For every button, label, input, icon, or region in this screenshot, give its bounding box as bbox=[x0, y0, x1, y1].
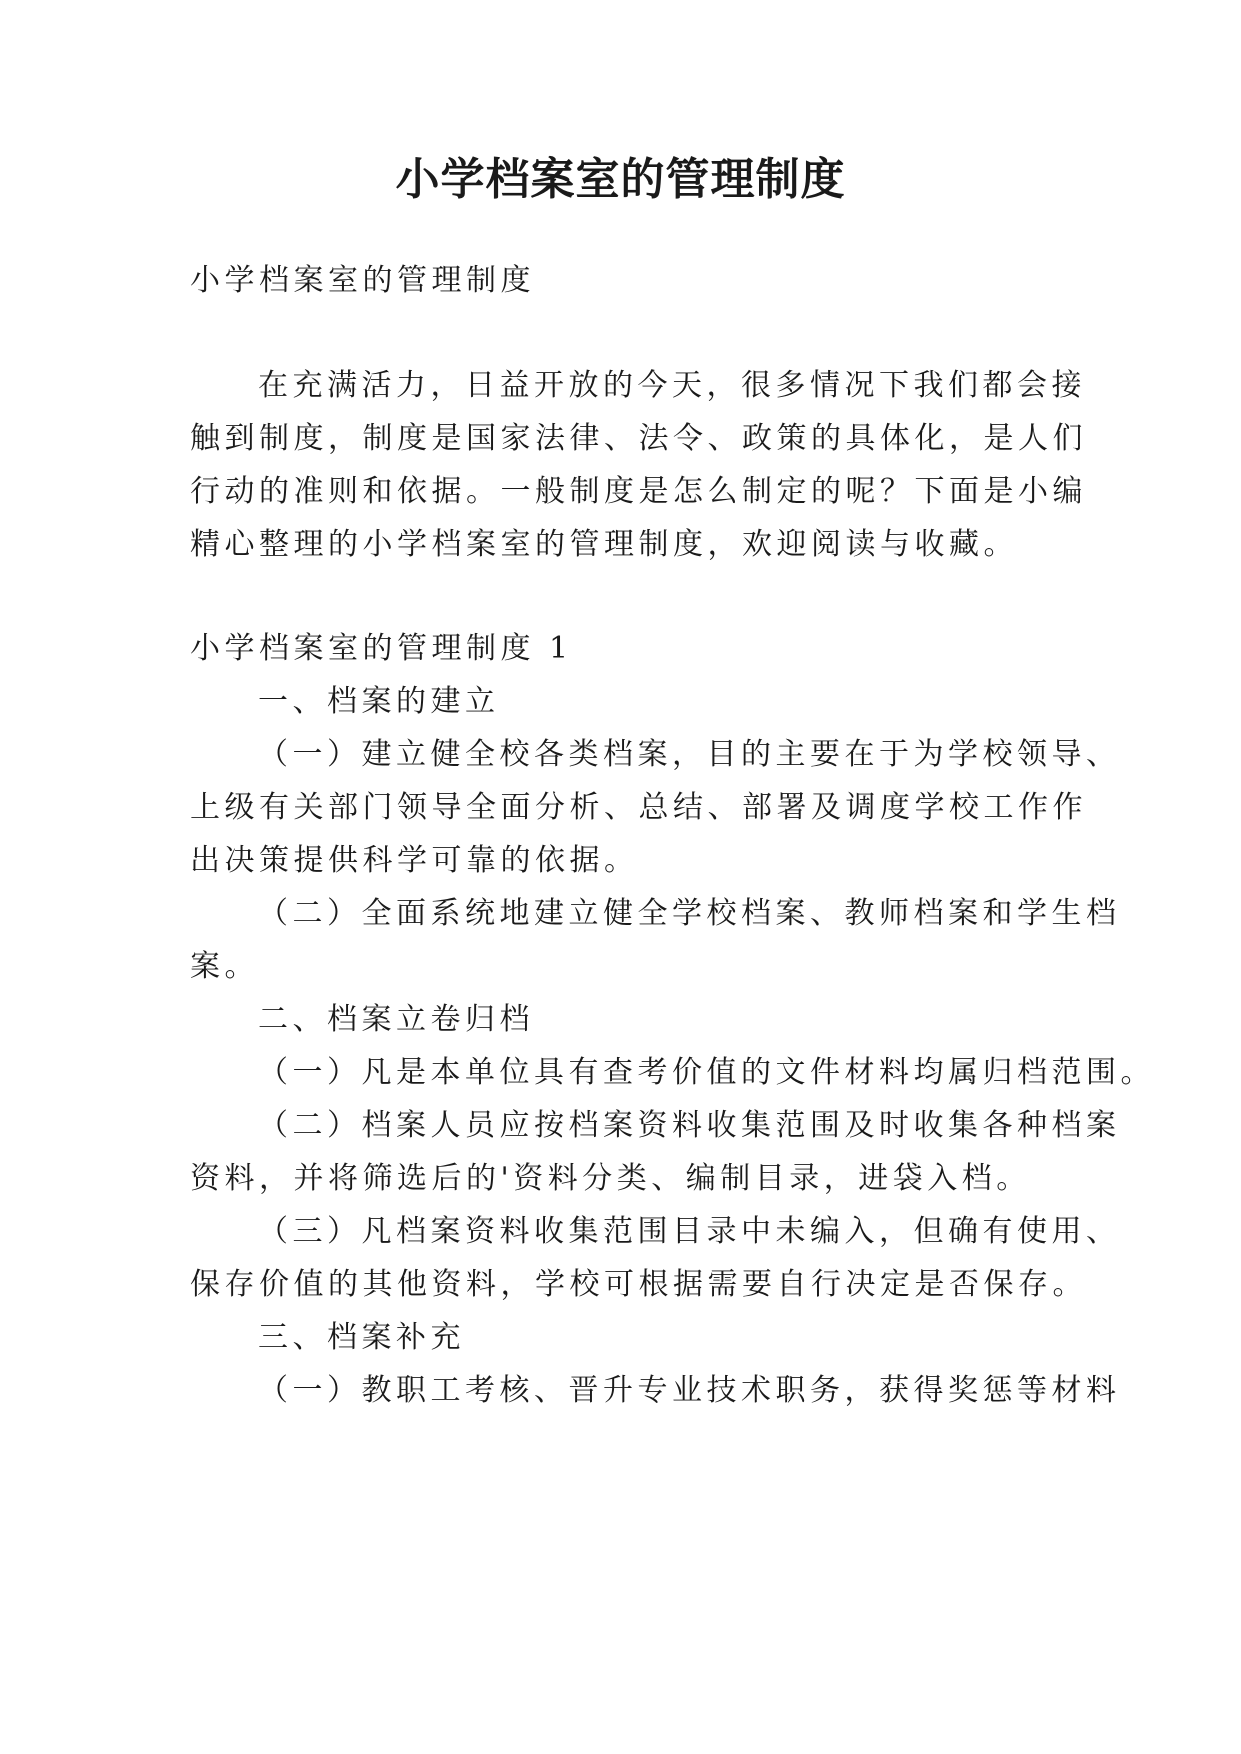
intro-line: 行动的准则和依据。一般制度是怎么制定的呢？下面是小编 bbox=[190, 474, 1087, 509]
intro-line: 精心整理的小学档案室的管理制度，欢迎阅读与收藏。 bbox=[190, 527, 1018, 562]
body-line: 资料，并将筛选后的'资料分类、编制目录，进袋入档。 bbox=[190, 1161, 1031, 1196]
body-line: 出决策提供科学可靠的依据。 bbox=[190, 843, 639, 878]
intro-line: 触到制度，制度是国家法律、法令、政策的具体化，是人们 bbox=[190, 421, 1087, 456]
body-line: （一）教职工考核、晋升专业技术职务，获得奖惩等材料 bbox=[258, 1373, 1121, 1408]
body-line: （三）凡档案资料收集范围目录中未编入，但确有使用、 bbox=[258, 1214, 1121, 1249]
body-line: （一）凡是本单位具有查考价值的文件材料均属归档范围。 bbox=[258, 1055, 1155, 1090]
heading-line: 一、档案的建立 bbox=[258, 684, 500, 719]
heading-line: 三、档案补充 bbox=[258, 1320, 465, 1355]
body-line: （二）全面系统地建立健全学校档案、教师档案和学生档 bbox=[258, 896, 1121, 931]
body-line: （一）建立健全校各类档案，目的主要在于为学校领导、 bbox=[258, 737, 1121, 772]
document-title: 小学档案室的管理制度 bbox=[395, 154, 846, 205]
section-title: 小学档案室的管理制度 1 bbox=[190, 631, 573, 666]
body-line: 案。 bbox=[190, 949, 259, 984]
heading-line: 二、档案立卷归档 bbox=[258, 1002, 534, 1037]
document-subtitle: 小学档案室的管理制度 bbox=[190, 263, 535, 298]
intro-line: 在充满活力，日益开放的今天，很多情况下我们都会接 bbox=[258, 368, 1086, 403]
body-line: （二）档案人员应按档案资料收集范围及时收集各种档案 bbox=[258, 1108, 1121, 1143]
body-line: 保存价值的其他资料，学校可根据需要自行决定是否保存。 bbox=[190, 1267, 1087, 1302]
body-line: 上级有关部门领导全面分析、总结、部署及调度学校工作作 bbox=[190, 790, 1087, 825]
